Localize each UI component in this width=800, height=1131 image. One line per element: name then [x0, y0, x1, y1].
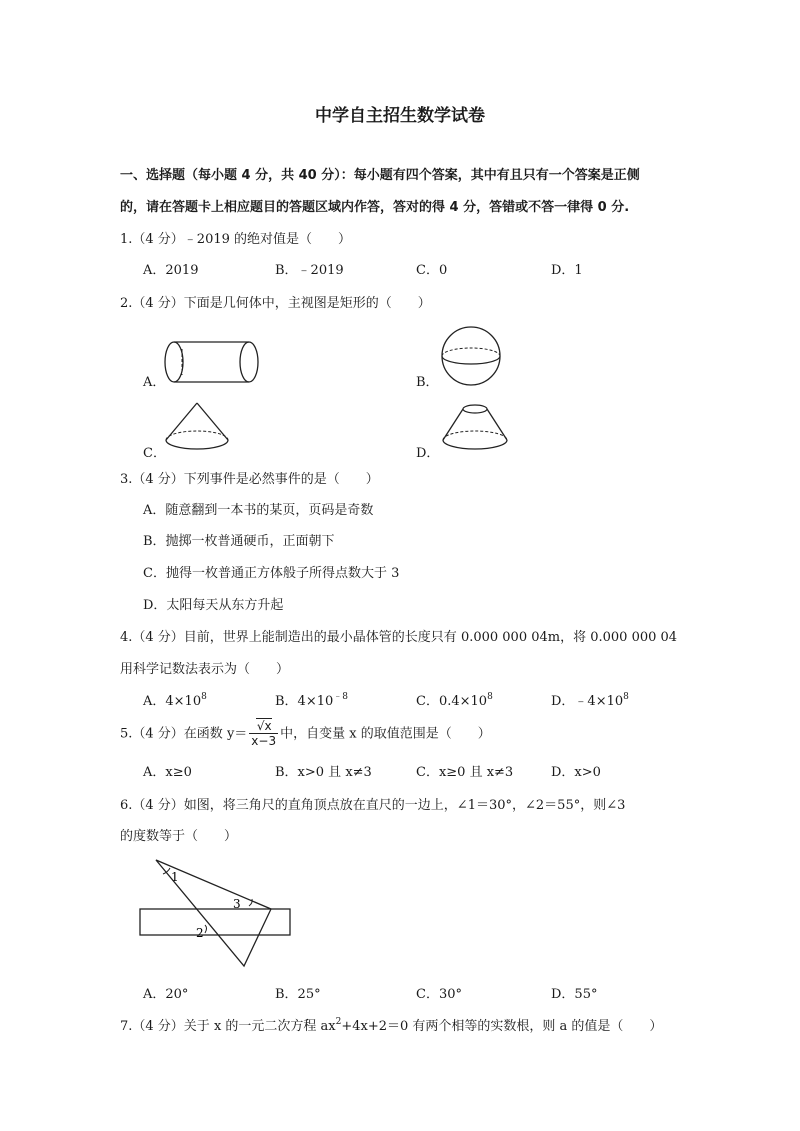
q2-option-c: C． [143, 446, 166, 461]
q2-option-d: D． [416, 446, 440, 461]
q1-option-d: D．1 [551, 263, 583, 278]
function-fraction: $\frac{√x}{x-3}$ [251, 719, 277, 749]
q6-option-b: B．25° [275, 987, 321, 1002]
question-6-stem-line2: 的度数等于（ ） [120, 829, 238, 844]
q2-option-a: A． [143, 375, 166, 390]
q3-option-a: A．随意翻到一本书的某页，页码是奇数 [143, 503, 374, 518]
question-5-stem: 5.（4 分）在函数 y＝ $\frac{√x}{x-3}$ 中，自变量 x 的取值范围是（ ） [120, 719, 491, 749]
q3-option-d: D．太阳每天从东方升起 [143, 598, 284, 613]
cylinder-figure [160, 335, 270, 391]
sphere-figure [436, 326, 508, 388]
q5-option-c: C．x≥0 且 x≠3 [416, 765, 514, 780]
q1-option-c: C．0 [416, 263, 448, 278]
q1-option-a: A．2019 [143, 263, 199, 278]
page-title: 中学自主招生数学试卷 [315, 106, 485, 126]
ruler-triangle-figure [130, 852, 310, 972]
question-4-stem-line2: 用科学记数法表示为（ ） [120, 662, 290, 677]
q3-option-b: B．抛掷一枚普通硬币，正面朝下 [143, 534, 335, 549]
q4-option-a: A．$4\times 10^8$ [143, 692, 207, 709]
q4-option-b: B．$4\times 10^{﹣8}$ [275, 692, 348, 709]
q6-option-a: A．20° [143, 987, 189, 1002]
q2-option-b: B． [416, 375, 439, 390]
q5-option-b: B．x>0 且 x≠3 [275, 765, 372, 780]
question-2-stem: 2.（4 分）下面是几何体中，主视图是矩形的（ ） [120, 296, 431, 311]
question-3-stem: 3.（4 分）下列事件是必然事件的是（ ） [120, 472, 379, 487]
q5-option-d: D．x>0 [551, 765, 601, 780]
section-instructions-line1: 一、选择题（每小题 4 分，共 40 分）：每小题有四个答案，其中有且只有一个答案是正侧 [120, 168, 640, 183]
q4-option-d: D．$﹣4\times 10^8$ [551, 692, 629, 709]
cone-figure [160, 398, 236, 454]
angle-2-label: 2 [196, 926, 204, 940]
q4-option-c: C．$0.4\times 10^8$ [416, 692, 493, 709]
frustum-figure [438, 398, 514, 456]
q1-option-b: B．﹣2019 [275, 263, 344, 278]
q6-option-d: D．55° [551, 987, 598, 1002]
q6-option-c: C．30° [416, 987, 462, 1002]
question-1-stem: 1.（4 分）﹣2019 的绝对值是（ ） [120, 232, 352, 247]
question-4-stem-line1: 4.（4 分）目前，世界上能制造出的最小晶体管的长度只有 0.000 000 04m，将 0.000 000 04 [120, 630, 678, 645]
angle-3-label: 3 [233, 897, 241, 911]
q3-option-c: C．抛得一枚普通正方体般子所得点数大于 3 [143, 566, 400, 581]
section-instructions-line2: 的，请在答题卡上相应题目的答题区域内作答，答对的得 4 分，答错或不答一律得 0 分. [120, 200, 630, 215]
angle-1-label: 1 [171, 870, 179, 884]
q5-option-a: A．x≥0 [143, 765, 192, 780]
question-7-stem: 7.（4 分）关于 x 的一元二次方程 $ax^2+4x+2=0$ 有两个相等的实数根，则 a 的值是（ ） [120, 1017, 663, 1034]
question-6-stem-line1: 6.（4 分）如图，将三角尺的直角顶点放在直尺的一边上，∠1＝30°，∠2＝55°，则∠3 [120, 798, 626, 813]
